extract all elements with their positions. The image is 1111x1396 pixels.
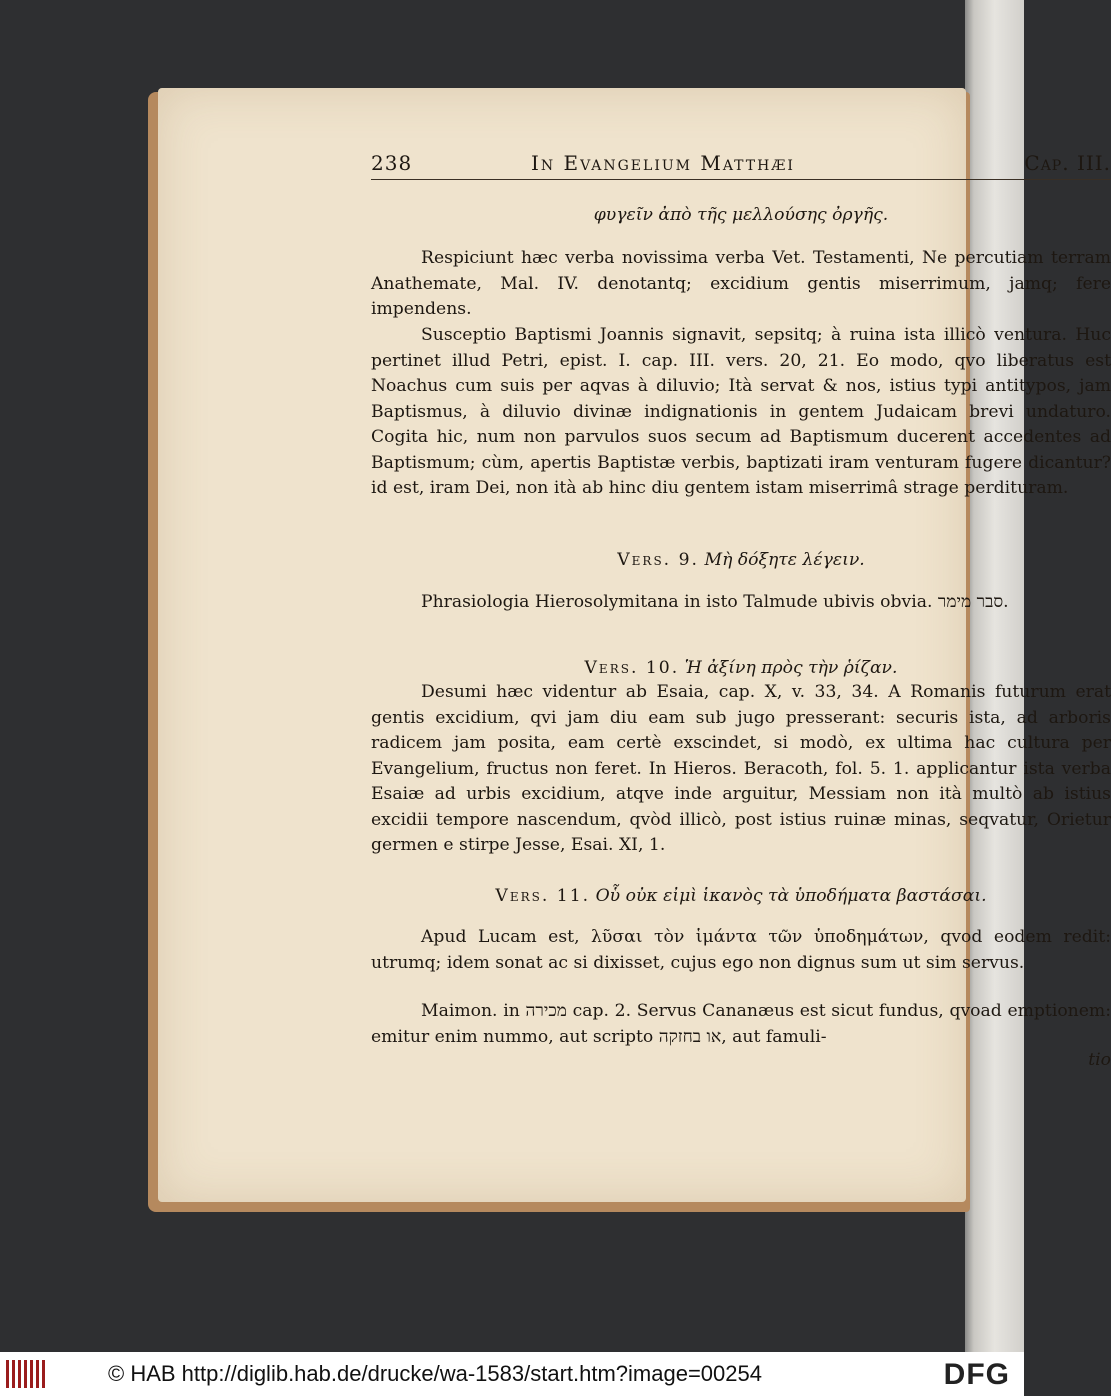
running-head bbox=[371, 149, 1111, 180]
paragraph-1: Respiciunt hæc verba novissima verba Vet. Testamenti, Ne percutiam terram Anathemate, Mal. IV. denotantq; excidium gentis miserrimum, jamq; fere impendens. bbox=[371, 248, 1111, 319]
paragraph-2: Susceptio Baptismi Joannis signavit, sepsitq; à ruina ista illicò ventura. Huc pertinet illud Petri, epist. I. cap. III. vers. 20, 21. Eo modo, qvo liberatus est Noachus cum suis per aqvas à diluvio; Ità servat & nos, istius typi antitypos, jam Baptismus, à diluvio divinæ indignationis in gentem Judaicam brevi undaturo. Cogita hic, num non parvulos suos secum ad Baptismum ducerent accedentes ad Baptismum; cùm, apertis Baptistæ verbis, baptizati iram venturam fugere dicantur? id est, iram Dei, non ità ab hinc diu gentem istam miserrimâ strage perdituram. bbox=[371, 325, 1111, 498]
copyright-link[interactable]: © HAB http://diglib.hab.de/drucke/wa-1583/start.htm?image=00254 bbox=[108, 1361, 762, 1386]
chapter-label: Cap. III. bbox=[1024, 151, 1111, 175]
verse-11-heading bbox=[371, 884, 1111, 910]
greek-heading: φυγεῖν ἀπὸ τῆς μελλούσης ὀργῆς. bbox=[593, 205, 889, 225]
paragraph-3: Phrasiologia Hierosolymitana in isto Talmude ubivis obvia. סבר מימר. bbox=[421, 592, 1009, 612]
page-number: 238 bbox=[371, 151, 413, 175]
verse-greek: Μὴ δόξητε λέγειν. bbox=[704, 550, 865, 570]
verse-greek: Οὗ οὐκ εἰμὶ ἱκανὸς τὰ ὑποδήματα βαστάσαι. bbox=[595, 886, 987, 906]
catchword: tio bbox=[1088, 1050, 1111, 1070]
paragraph-5: Apud Lucam est, λῦσαι τὸν ἱμάντα τῶν ὑποδημάτων, qvod eodem redit: utrumq; idem sonat ac si dixisset, cujus ego non dignus sum ut sim servus. bbox=[371, 927, 1111, 973]
paragraph-6: Maimon. in מכירה cap. 2. Servus Cananæus est sicut fundus, qvoad emptionem: emitur enim nummo, aut scripto או בחזקה, aut famuli- bbox=[371, 1001, 1111, 1047]
verse-9-heading bbox=[371, 548, 1111, 574]
verse-label: Vers. 9. bbox=[617, 550, 699, 570]
hab-logo-icon bbox=[6, 1360, 46, 1388]
verse-greek: Ἡ ἀξίνη πρὸς τὴν ῥίζαν. bbox=[684, 658, 898, 678]
verse-10-heading bbox=[371, 656, 1111, 682]
paragraph-4: Desumi hæc videntur ab Esaia, cap. X, v. 33, 34. A Romanis futurum erat gentis excidium, qvi jam diu eam sub jugo presserant: securis ista, ad arboris radicem jam posita, eam certè exscindet, si modò, ex ultima hac cultura per Evangelium, fructus non feret. In Hieros. Beracoth, fol. 5. 1. applicantur ista verba Esaiæ ad urbis excidium, atqve inde arguitur, Messiam non ità multò ab istius excidii tempore nascendum, qvòd illicò, post istius ruinæ minas, seqvatur, Orietur germen e stirpe Jesse, Esai. XI, 1. bbox=[371, 682, 1111, 855]
footer-bar bbox=[0, 1352, 1024, 1396]
dfg-logo: DFG bbox=[943, 1358, 1010, 1391]
book-page bbox=[158, 88, 1111, 1202]
running-title: In Evangelium Matthæi bbox=[531, 151, 795, 175]
verse-label: Vers. 11. bbox=[495, 886, 591, 906]
verse-label: Vers. 10. bbox=[584, 658, 680, 678]
